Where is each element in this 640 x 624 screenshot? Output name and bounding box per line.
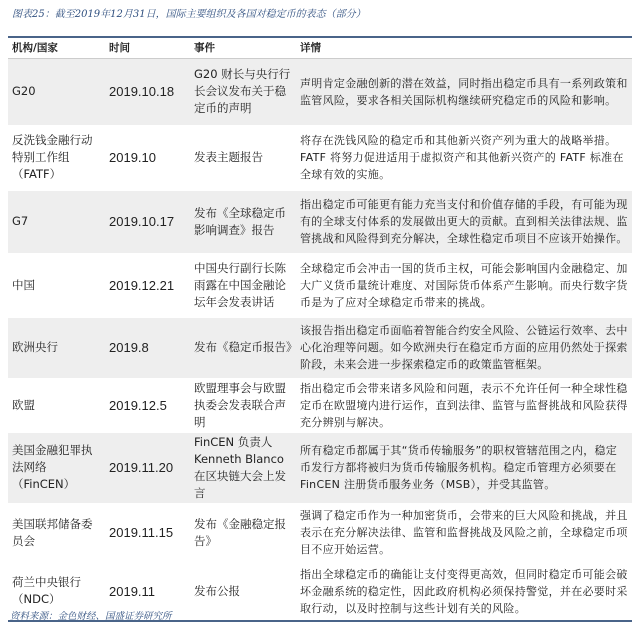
detail-cell: 强调了稳定币作为一种加密货币，会带来的巨大风险和挑战，并且表示在充分解决法律、监管和监督挑战及风险之前，全球稳定币项目不应开始运营。	[300, 509, 628, 556]
date-cell: 2019.11.20	[105, 433, 190, 503]
detail-cell: 全球稳定币会冲击一国的货币主权，可能会影响国内金融稳定、加大广义货币量统计难度、对国际货币体系产生影响。而央行数字货币是为了应对全球稳定币带来的挑战。	[300, 261, 628, 309]
org-cell: 中国	[12, 277, 35, 292]
org-cell: 欧洲央行	[8, 318, 105, 378]
table-header	[8, 37, 632, 59]
detail-cell: 指出全球稳定币的确能让支付变得更高效，但同时稳定币可能会破坏金融系统的稳定性，因此政府机构必须保持警觉，并在必要时采取行动，以及时控制与这些计划有关的风险。	[300, 567, 628, 615]
detail-cell: 指出稳定币可能更有能力充当支付和价值存储的手段，有可能为现有的全球支付体系的发展做出更大的贡献。直到相关法律法规、监管挑战和风险得到充分解决，全球性稳定币项目不应该开始操作。	[296, 191, 632, 253]
org-cell: 欧盟	[12, 397, 35, 412]
org-cell: 美国金融犯罪执法网络（FinCEN）	[8, 433, 105, 503]
date-cell: 2019.12.5	[109, 397, 167, 413]
detail-cell: 指出稳定币会带来诸多风险和问题，表示不允许任何一种全球性稳定币在欧盟境内进行运作，直到法律、监管与监督挑战和风险获得充分辨别与解决。	[300, 381, 628, 429]
source-note: 资料来源：金色财经、国盛证券研究所	[10, 611, 172, 622]
event-cell: 发表主题报告	[194, 150, 263, 164]
org-cell: G20	[8, 59, 105, 125]
header-event: 事件	[190, 37, 296, 59]
table-row	[8, 191, 632, 253]
org-cell: 荷兰中央银行（NDC）	[12, 575, 81, 606]
event-cell: 中国央行副行长陈雨露在中国金融论坛年会发表讲话	[194, 260, 286, 309]
table-row	[8, 318, 632, 378]
table-row	[8, 503, 632, 563]
event-cell: G20 财长与央行行长会议发布关于稳定币的声明	[190, 59, 296, 125]
date-cell: 2019.10.17	[105, 191, 190, 253]
detail-cell: 将存在洗钱风险的稳定币和其他新兴资产列为重大的战略举措。FATF 将努力促进适用于虚拟资产和其他新兴资产的 FATF 标准在全球有效的实施。	[300, 134, 624, 181]
detail-cell: 所有稳定币都属于其“货币传输服务”的职权管辖范围之内，稳定币发行方都将被归为货币传输服务机构。稳定币管理方必须要在 FinCEN 注册货币服务业务（MSB），并受其监管。	[296, 433, 632, 503]
event-cell: FinCEN 负责人 Kenneth Blanco 在区块链大会上发言	[190, 433, 296, 503]
date-cell: 2019.10.18	[105, 59, 190, 125]
header-detail: 详情	[296, 37, 632, 59]
event-cell: 发布《全球稳定币影响调查》报告	[190, 191, 296, 253]
table-row	[8, 59, 632, 125]
figure-title: 图表25：截至2019年12月31日，国际主要组织及各国对稳定币的表态（部分）	[12, 9, 366, 20]
stablecoin-stance-table	[8, 36, 632, 622]
date-cell: 2019.11.15	[109, 525, 174, 540]
table-row	[8, 433, 632, 503]
org-cell: 美国联邦储备委员会	[12, 516, 93, 548]
table-row	[8, 125, 632, 191]
event-cell: 发布《金融稳定报告》	[194, 516, 286, 548]
date-cell: 2019.10	[109, 150, 156, 165]
date-cell: 2019.11	[109, 583, 156, 599]
table-row	[8, 253, 632, 318]
table-row	[8, 378, 632, 433]
detail-cell: 该报告指出稳定币面临着智能合约安全风险、公链运行效率、去中心化治理等问题。如今欧洲央行在稳定币方面的应用仍然处于探索阶段，未来会进一步探索稳定币的政策监管框架。	[296, 318, 632, 378]
event-cell: 发布公报	[194, 583, 240, 598]
header-date: 时间	[105, 37, 190, 59]
org-cell: G7	[8, 191, 105, 253]
date-cell: 2019.8	[105, 318, 190, 378]
event-cell: 欧盟理事会与欧盟执委会发表联合声明	[194, 380, 286, 429]
header-org: 机构/国家	[8, 37, 105, 59]
event-cell: 发布《稳定币报告》	[190, 318, 296, 378]
detail-cell: 声明肯定金融创新的潜在效益，同时指出稳定币具有一系列政策和监管风险，要求各相关国际机构继续研究稳定币的风险和影响。	[296, 59, 632, 125]
date-cell: 2019.12.21	[109, 277, 175, 293]
org-cell: 反洗钱金融行动特别工作组（FATF）	[12, 133, 93, 181]
